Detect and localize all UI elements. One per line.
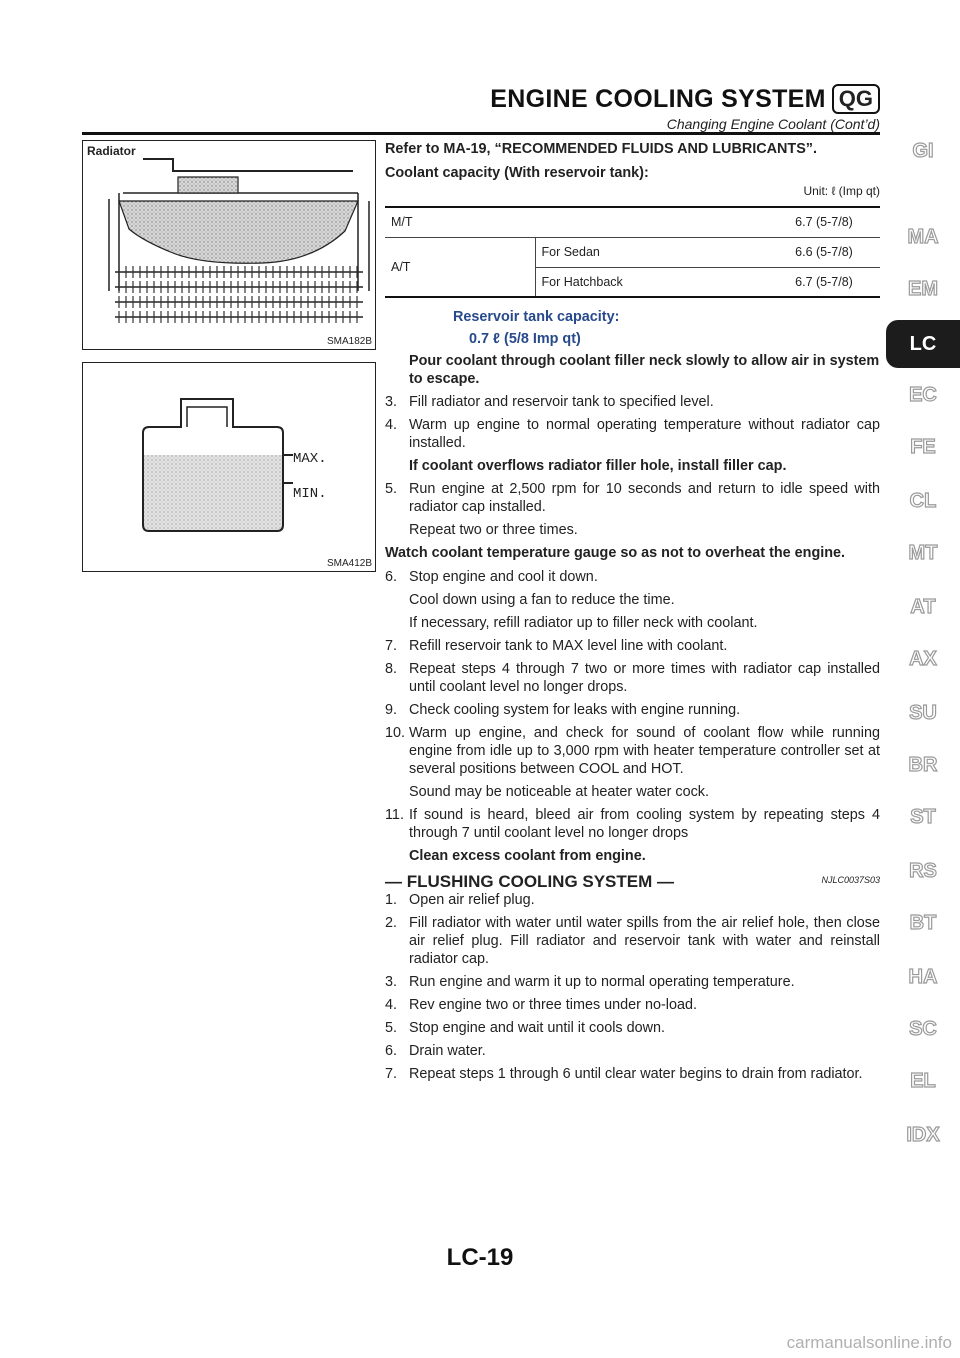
table-row [385, 237, 880, 267]
step-number: 10. [385, 725, 406, 741]
step-text: Warm up engine, and check for sound of coolant flow while running engine from idle up to 3,000 rpm with heater temperature controller set at several positions between COOL and HOT. [409, 725, 880, 777]
tab-ha[interactable]: HA [908, 966, 938, 988]
step-item [385, 701, 880, 719]
step-item [385, 724, 880, 778]
table-row [385, 207, 880, 237]
reservoir-figure [82, 362, 376, 572]
table-cell: A/T [385, 237, 535, 297]
tab-ec[interactable]: EC [909, 384, 937, 406]
step-number: 3. [385, 394, 398, 410]
tab-mt[interactable]: MT [908, 542, 938, 564]
table-cell: For Sedan [535, 237, 762, 267]
radiator-figure [82, 140, 376, 350]
step-text: Fill radiator and reservoir tank to specified level. [409, 394, 714, 410]
page-subtitle: Changing Engine Coolant (Cont’d) [666, 116, 880, 132]
max-level-label: MAX. [293, 451, 327, 467]
step-item [385, 568, 880, 586]
step-item [385, 1042, 880, 1060]
tab-at[interactable]: AT [910, 596, 936, 618]
unit-label: Unit: ℓ (Imp qt) [803, 184, 880, 198]
capacity-heading: Coolant capacity (With reservoir tank): [385, 165, 649, 181]
reservoir-capacity-label: Reservoir tank capacity: [453, 309, 620, 325]
step-text: Repeat steps 1 through 6 until clear water begins to drain from radiator. [409, 1066, 863, 1082]
step-text: Run engine at 2,500 rpm for 10 seconds and return to idle speed with radiator cap installed. [409, 481, 880, 515]
clean-note: Clean excess coolant from engine. [409, 848, 646, 864]
step-number: 7. [385, 638, 398, 654]
step-text: Stop engine and wait until it cools down. [409, 1020, 665, 1036]
reservoir-illustration [83, 363, 375, 558]
step-item [385, 416, 880, 452]
table-cell: M/T [385, 207, 762, 237]
tab-gi[interactable]: GI [912, 140, 934, 162]
step-text: Stop engine and cool it down. [409, 569, 598, 585]
tab-idx[interactable]: IDX [906, 1124, 940, 1146]
step-number: 6. [385, 1043, 398, 1059]
capacity-table [385, 206, 880, 298]
header-rule [82, 132, 880, 135]
step-number: 5. [385, 1020, 398, 1036]
step-text: Refill reservoir tank to MAX level line with coolant. [409, 638, 728, 654]
tab-rs[interactable]: RS [909, 860, 937, 882]
tab-cl[interactable]: CL [909, 490, 937, 512]
sound-note: Sound may be noticeable at heater water cock. [409, 784, 709, 800]
tab-st[interactable]: ST [910, 806, 936, 828]
step-text: Run engine and warm it up to normal operating temperature. [409, 974, 795, 990]
step-text: Fill radiator with water until water spills from the air relief hole, then close air relief plug. Fill radiator and reservoir tank with water and reinstall radiator cap. [409, 915, 880, 967]
step-number: 2. [385, 915, 398, 931]
step-number: 4. [385, 997, 398, 1013]
tab-lc[interactable]: LC [886, 320, 960, 368]
tab-bt[interactable]: BT [909, 912, 937, 934]
step-item [385, 806, 880, 842]
tab-em[interactable]: EM [908, 278, 938, 300]
refer-note: Refer to MA-19, “RECOMMENDED FLUIDS AND LUBRICANTS”. [385, 141, 817, 157]
step-item [385, 393, 880, 411]
step-item [385, 637, 880, 655]
step-item [385, 996, 880, 1014]
step-number: 6. [385, 569, 398, 585]
radiator-label: Radiator [87, 144, 136, 158]
step-text: Check cooling system for leaks with engine running. [409, 702, 741, 718]
overflow-note: If coolant overflows radiator filler hole, install filler cap. [409, 458, 787, 474]
step-text: Open air relief plug. [409, 892, 535, 908]
radiator-illustration [83, 141, 375, 331]
flushing-section-title: — FLUSHING COOLING SYSTEM — [385, 872, 675, 891]
step-number: 7. [385, 1066, 398, 1082]
flushing-section-header [385, 871, 880, 891]
step-text: Rev engine two or three times under no-load. [409, 997, 697, 1013]
tab-ma[interactable]: MA [907, 226, 939, 248]
step-item [385, 1019, 880, 1037]
figure-code: SMA182B [326, 336, 372, 347]
step-item [385, 891, 880, 909]
step-text: Warm up engine to normal operating temperature without radiator cap installed. [409, 417, 880, 451]
title-line [490, 84, 880, 114]
table-cell: For Hatchback [535, 267, 762, 297]
tab-sc[interactable]: SC [909, 1018, 937, 1040]
tab-ax[interactable]: AX [909, 648, 937, 670]
page-number: LC-19 [446, 1244, 514, 1271]
section-code: NJLC0037S03 [821, 875, 880, 885]
step-item [385, 973, 880, 991]
refill-note: If necessary, refill radiator up to filler neck with coolant. [409, 615, 758, 631]
step-item [385, 480, 880, 516]
step-number: 1. [385, 892, 398, 908]
repeat-note: Repeat two or three times. [409, 522, 578, 538]
main-content [385, 140, 880, 1088]
reservoir-capacity-value: 0.7 ℓ (5/8 Imp qt) [469, 331, 581, 347]
tab-fe[interactable]: FE [910, 436, 936, 458]
tab-el[interactable]: EL [910, 1070, 936, 1092]
step-text: Drain water. [409, 1043, 486, 1059]
step-text: Repeat steps 4 through 7 two or more times with radiator cap installed until coolant level no longer drops. [409, 661, 880, 695]
page-header [300, 84, 880, 132]
cool-note: Cool down using a fan to reduce the time. [409, 592, 675, 608]
watermark: carmanualsonline.info [786, 1333, 952, 1352]
tab-su[interactable]: SU [909, 702, 937, 724]
min-level-label: MIN. [293, 486, 327, 502]
pour-note: Pour coolant through coolant filler neck slowly to allow air in system to escape. [409, 353, 880, 387]
engine-badge: QG [832, 84, 880, 114]
step-number: 9. [385, 702, 398, 718]
page-title: ENGINE COOLING SYSTEM [490, 84, 826, 113]
step-item [385, 914, 880, 968]
watch-note: Watch coolant temperature gauge so as not to overheat the engine. [385, 545, 846, 561]
step-number: 4. [385, 417, 398, 433]
table-cell: 6.7 (5-7/8) [762, 207, 880, 237]
tab-br[interactable]: BR [908, 754, 938, 776]
step-number: 3. [385, 974, 398, 990]
step-number: 8. [385, 661, 398, 677]
step-text: If sound is heard, bleed air from cooling system by repeating steps 4 through 7 until coolant level no longer drops [409, 807, 880, 841]
step-item [385, 1065, 880, 1083]
table-cell: 6.6 (5-7/8) [762, 237, 880, 267]
step-number: 5. [385, 481, 398, 497]
step-item [385, 660, 880, 696]
table-cell: 6.7 (5-7/8) [795, 274, 853, 289]
figure-code: SMA412B [326, 558, 372, 569]
step-number: 11. [385, 807, 404, 823]
